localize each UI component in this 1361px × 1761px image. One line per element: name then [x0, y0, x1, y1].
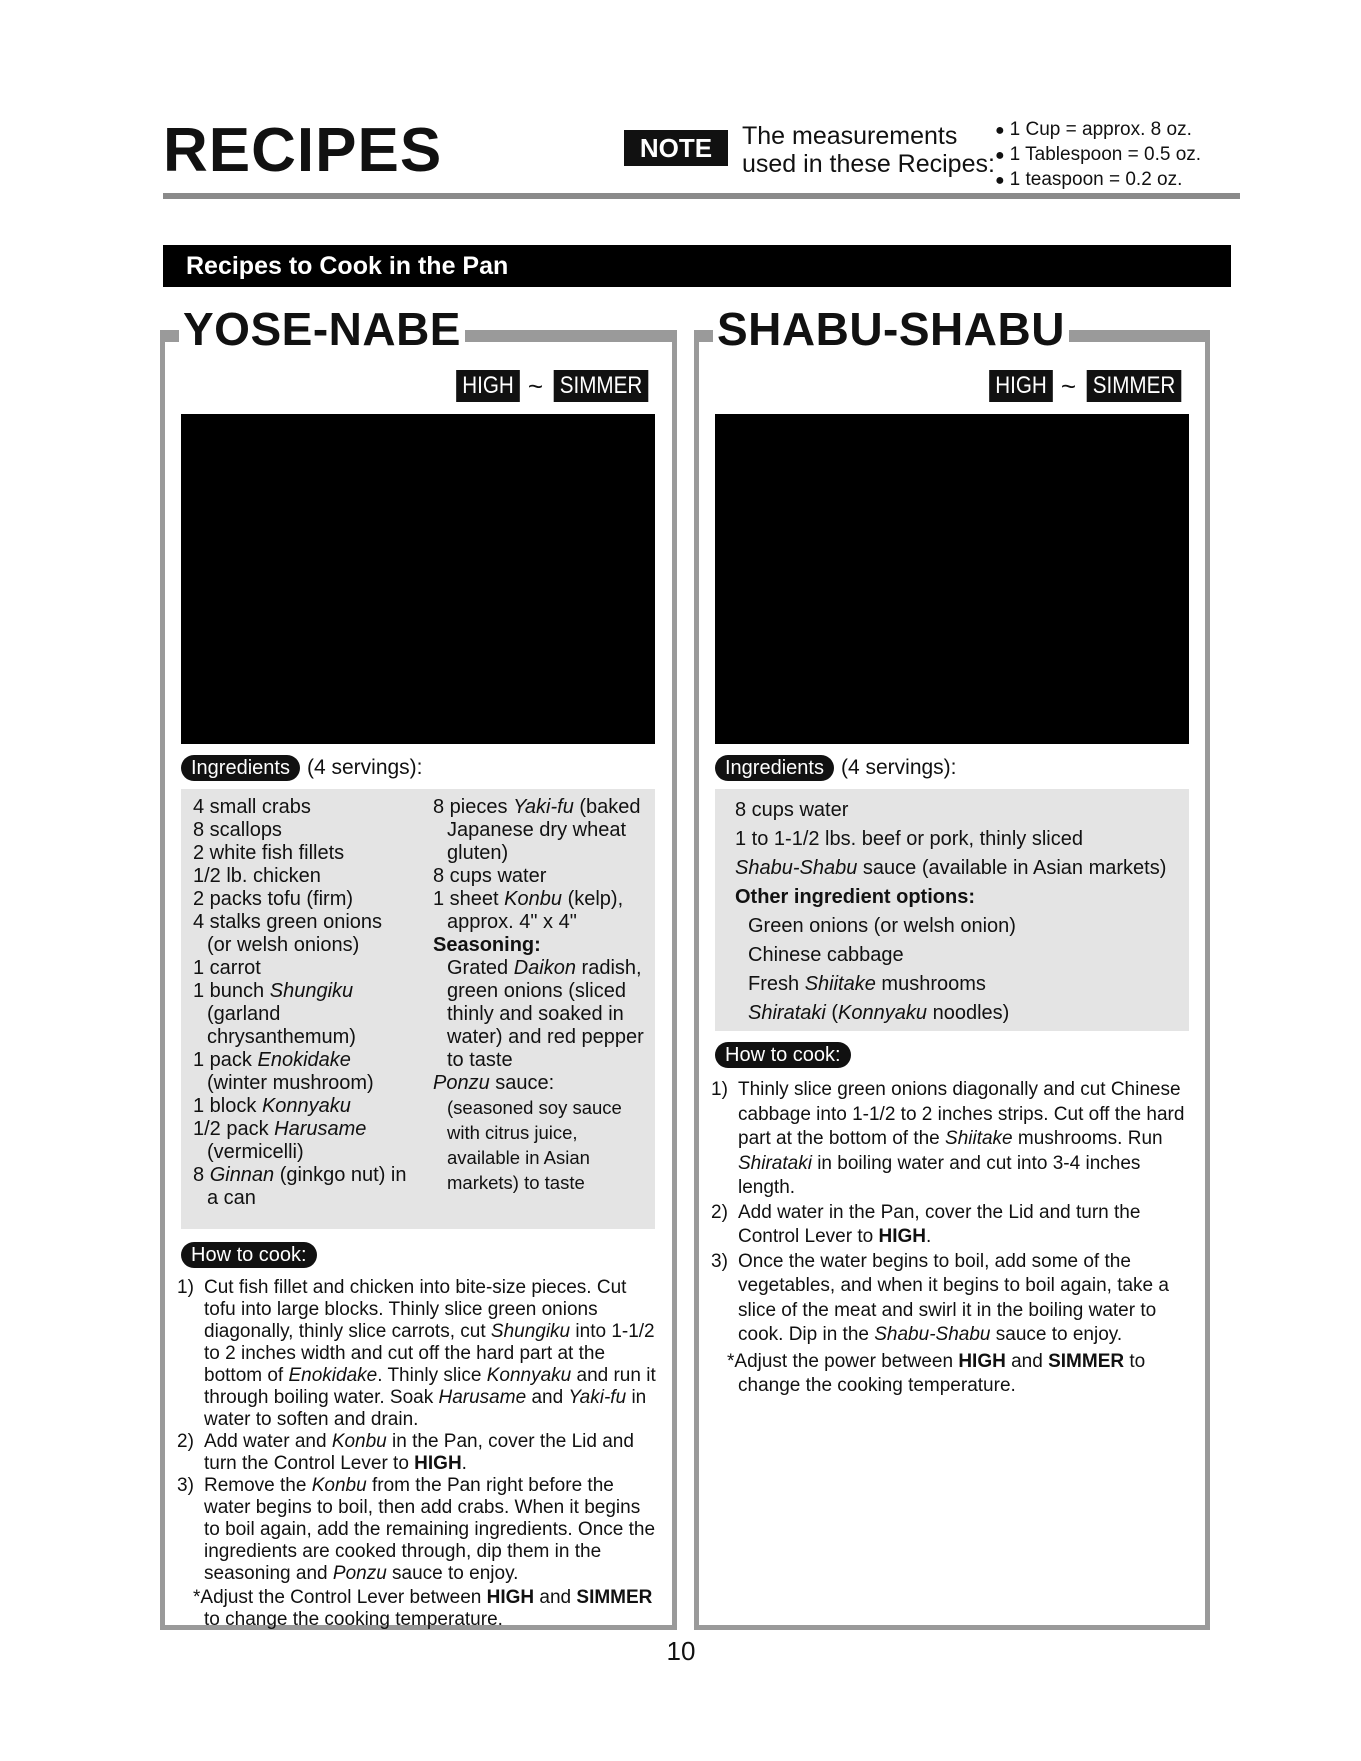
text: 1 block	[193, 1095, 257, 1117]
text: and run it through boiling water. Soak	[204, 1365, 656, 1408]
text: Ponzu	[433, 1072, 490, 1094]
text: sauce:	[495, 1072, 555, 1094]
cooking-steps	[711, 1078, 1186, 1399]
list-item: 4 small crabs	[193, 796, 311, 818]
list-item	[433, 1072, 648, 1095]
text: Cut fish fillet and chicken into bite-size pieces. Cut tofu into large blocks. Thinly slice green onions diagonally, thinly slice carrots, cut	[204, 1277, 627, 1342]
how-to-cook-label: How to cook:	[715, 1042, 851, 1068]
how-to-cook-heading	[715, 1042, 858, 1068]
text: HIGH	[486, 1587, 535, 1608]
step-item	[177, 1475, 661, 1585]
list-item	[735, 854, 1166, 883]
ingredients-label: Ingredients	[715, 755, 834, 781]
text: and	[1011, 1350, 1043, 1372]
text: Yaki-fu	[568, 1387, 627, 1408]
list-item	[193, 1049, 387, 1095]
text: Konnyaku	[261, 1095, 351, 1117]
text: 1 sheet	[433, 888, 499, 910]
text: (garland chrysanthemum)	[207, 1003, 356, 1048]
text: SIMMER	[576, 1587, 653, 1608]
text: *Adjust the Control Lever between	[193, 1587, 482, 1608]
servings-text: (4 servings):	[840, 756, 957, 779]
tilde-separator: ~	[527, 371, 543, 401]
recipe-title: YOSE-NABE	[179, 304, 465, 354]
text: Konbu	[311, 1475, 367, 1496]
high-tag: HIGH	[989, 370, 1053, 402]
list-item: 2 packs tofu (firm)	[193, 888, 354, 910]
text: Grated	[447, 957, 509, 979]
ingredients-list	[735, 796, 1166, 1028]
list-item	[433, 888, 648, 934]
list-item: 8 cups water	[433, 865, 547, 887]
text: Daikon	[513, 957, 576, 979]
text: to change the cooking temperature.	[738, 1350, 1146, 1396]
measurement-item: ● 1 Cup = approx. 8 oz.	[995, 118, 1201, 143]
list-item	[433, 1095, 632, 1195]
text: Konbu	[331, 1431, 387, 1452]
text: in boiling water and cut into 3-4 inches length.	[738, 1152, 1141, 1198]
text: .	[461, 1453, 467, 1474]
text: into 1-1/2 to 2 inches width and cut off the hard part at the bottom of	[204, 1321, 655, 1386]
text: (	[831, 1002, 839, 1024]
text: (seasoned soy sauce with citrus juice, available in Asian markets) to taste	[447, 1097, 622, 1193]
step-number: 1)	[711, 1079, 728, 1100]
text: (kelp), approx. 4" x 4"	[447, 888, 624, 933]
text: 8 pieces	[433, 796, 508, 818]
text: Konbu	[504, 888, 563, 910]
text: Ginnan	[209, 1164, 275, 1186]
list-item	[193, 980, 382, 1049]
recipe-panel-shabu-shabu	[694, 303, 1210, 1630]
text: radish, green onions (sliced thinly and soaked in water) and red pepper to taste	[447, 957, 644, 1071]
power-setting	[451, 370, 656, 402]
text: noodles)	[932, 1002, 1010, 1024]
text: Thinly slice green onions diagonally and cut Chinese cabbage into 1-1/2 to 2 inches strips. Cut off the hard part at the bottom of the	[738, 1079, 1185, 1149]
adjust-note	[711, 1350, 1186, 1399]
other-options-heading: Other ingredient options:	[735, 886, 975, 908]
text: 8	[193, 1164, 205, 1186]
text: .	[925, 1226, 932, 1247]
text: Shungiku	[269, 980, 354, 1002]
step-number: 3)	[711, 1250, 728, 1272]
step-item	[177, 1431, 661, 1475]
servings-text: (4 servings):	[306, 756, 423, 779]
text: Shabu-Shabu	[735, 857, 858, 879]
text: 1 pack	[193, 1049, 252, 1071]
list-item: 4 stalks green onions (or welsh onions)	[193, 911, 383, 956]
text: (baked Japanese dry wheat gluten)	[447, 796, 641, 864]
simmer-tag: SIMMER	[554, 370, 649, 402]
list-item	[433, 957, 648, 1072]
note-badge: NOTE	[624, 130, 728, 166]
text: Enokidake	[257, 1049, 351, 1071]
section-title: Recipes to Cook in the Pan	[163, 245, 1231, 287]
how-to-cook-label: How to cook:	[181, 1242, 317, 1268]
recipe-photo	[715, 414, 1189, 744]
measurement-item: ● 1 teaspoon = 0.2 oz.	[995, 168, 1201, 193]
text: 1 bunch	[193, 980, 265, 1002]
page-number: 10	[666, 1636, 696, 1666]
note-line-1: The measurements	[742, 122, 958, 150]
ingredients-column-2	[433, 796, 648, 1195]
text: . Thinly slice	[377, 1365, 482, 1386]
list-item: 1/2 lb. chicken	[193, 865, 321, 887]
recipe-panel-yose-nabe	[160, 303, 677, 1630]
text: and	[539, 1587, 572, 1608]
text: sauce to enjoy.	[392, 1563, 519, 1584]
text: Fresh	[748, 973, 800, 995]
text: Shirataki	[738, 1152, 812, 1174]
text: in the Pan, cover the Lid and turn the Control Lever to	[204, 1431, 634, 1474]
list-item	[433, 796, 648, 865]
step-number: 2)	[177, 1431, 194, 1452]
ingredients-box	[181, 789, 655, 1229]
simmer-tag: SIMMER	[1087, 370, 1182, 402]
text: HIGH	[414, 1453, 462, 1474]
list-item	[735, 970, 1166, 999]
cooking-steps	[177, 1277, 661, 1631]
text: Enokidake	[288, 1365, 378, 1386]
text: Konnyaku	[486, 1365, 572, 1386]
ingredients-heading	[715, 754, 957, 782]
note-line-2: used in these Recipes:	[742, 150, 995, 178]
text: Harusame	[438, 1387, 527, 1408]
text: mushrooms	[881, 973, 986, 995]
step-number: 2)	[711, 1201, 728, 1223]
text: mushrooms. Run	[1017, 1128, 1163, 1149]
text: SIMMER	[1048, 1350, 1125, 1372]
list-item: Chinese cabbage	[748, 944, 904, 966]
text: Shiitake	[804, 973, 876, 995]
text: Shabu-Shabu	[874, 1324, 991, 1345]
power-setting	[984, 370, 1189, 402]
measurement-list	[995, 118, 1201, 193]
step-item	[711, 1201, 1186, 1250]
ingredients-heading	[181, 754, 423, 782]
text: 1/2 pack	[193, 1118, 269, 1140]
step-item	[177, 1277, 661, 1431]
list-item	[193, 1095, 387, 1118]
text: Add water in the Pan, cover the Lid and turn the Control Lever to	[738, 1201, 1141, 1247]
text: Once the water begins to boil, add some of the vegetables, and when it begins to boil again, take a slice of the meat and swirl it in the boiling water to cook. Dip in the	[738, 1250, 1169, 1345]
text: Add water and	[204, 1431, 327, 1452]
page-title: RECIPES	[163, 116, 443, 185]
text: Shungiku	[490, 1321, 571, 1342]
text: to change the cooking temperature.	[204, 1609, 503, 1630]
text: Ponzu	[332, 1563, 387, 1584]
text: *Adjust the power between	[727, 1350, 954, 1372]
text: (winter mushroom)	[207, 1072, 374, 1094]
text: and	[531, 1387, 564, 1408]
text: Konnyaku	[838, 1002, 928, 1024]
tilde-separator: ~	[1060, 371, 1076, 401]
text: HIGH	[958, 1350, 1006, 1372]
text: sauce (available in Asian markets)	[862, 857, 1167, 879]
text: Shiitake	[945, 1128, 1013, 1149]
note-text	[742, 122, 995, 178]
text: (ginkgo nut) in a can	[207, 1164, 407, 1209]
text: Shirataki	[748, 1002, 826, 1024]
text: HIGH	[878, 1226, 926, 1247]
ingredients-column-1	[193, 796, 418, 1210]
list-item	[735, 999, 1166, 1028]
measurement-item: ● 1 Tablespoon = 0.5 oz.	[995, 143, 1201, 168]
list-item: 1 carrot	[193, 957, 261, 979]
text: Harusame	[274, 1118, 367, 1140]
list-item: Green onions (or welsh onion)	[748, 915, 1016, 937]
how-to-cook-heading	[181, 1242, 324, 1268]
list-item	[193, 1118, 397, 1164]
adjust-note	[177, 1587, 661, 1631]
text: in water to soften and drain.	[204, 1387, 647, 1430]
text: Yaki-fu	[513, 796, 574, 818]
text: (vermicelli)	[207, 1141, 304, 1163]
header-divider	[163, 193, 1240, 199]
step-item	[711, 1078, 1186, 1201]
text: from the Pan right before the water begins to boil, then add crabs. When it begins to boil again, add the remaining ingredients. Once the ingredients are cooked through, dip them in the seasoning and	[204, 1475, 656, 1584]
list-item: 8 cups water	[735, 799, 849, 821]
step-item	[711, 1250, 1186, 1348]
text: Remove the	[204, 1475, 307, 1496]
step-number: 1)	[177, 1277, 194, 1298]
list-item	[193, 1164, 407, 1210]
text: sauce to enjoy.	[995, 1324, 1123, 1345]
list-item: 1 to 1-1/2 lbs. beef or pork, thinly sliced	[735, 828, 1083, 850]
list-item: 2 white fish fillets	[193, 842, 345, 864]
seasoning-heading: Seasoning:	[433, 934, 541, 956]
ingredients-box	[715, 789, 1189, 1031]
high-tag: HIGH	[456, 370, 520, 402]
list-item: 8 scallops	[193, 819, 282, 841]
ingredients-label: Ingredients	[181, 755, 300, 781]
step-number: 3)	[177, 1475, 194, 1496]
recipe-title: SHABU-SHABU	[713, 304, 1069, 354]
recipe-photo	[181, 414, 655, 744]
